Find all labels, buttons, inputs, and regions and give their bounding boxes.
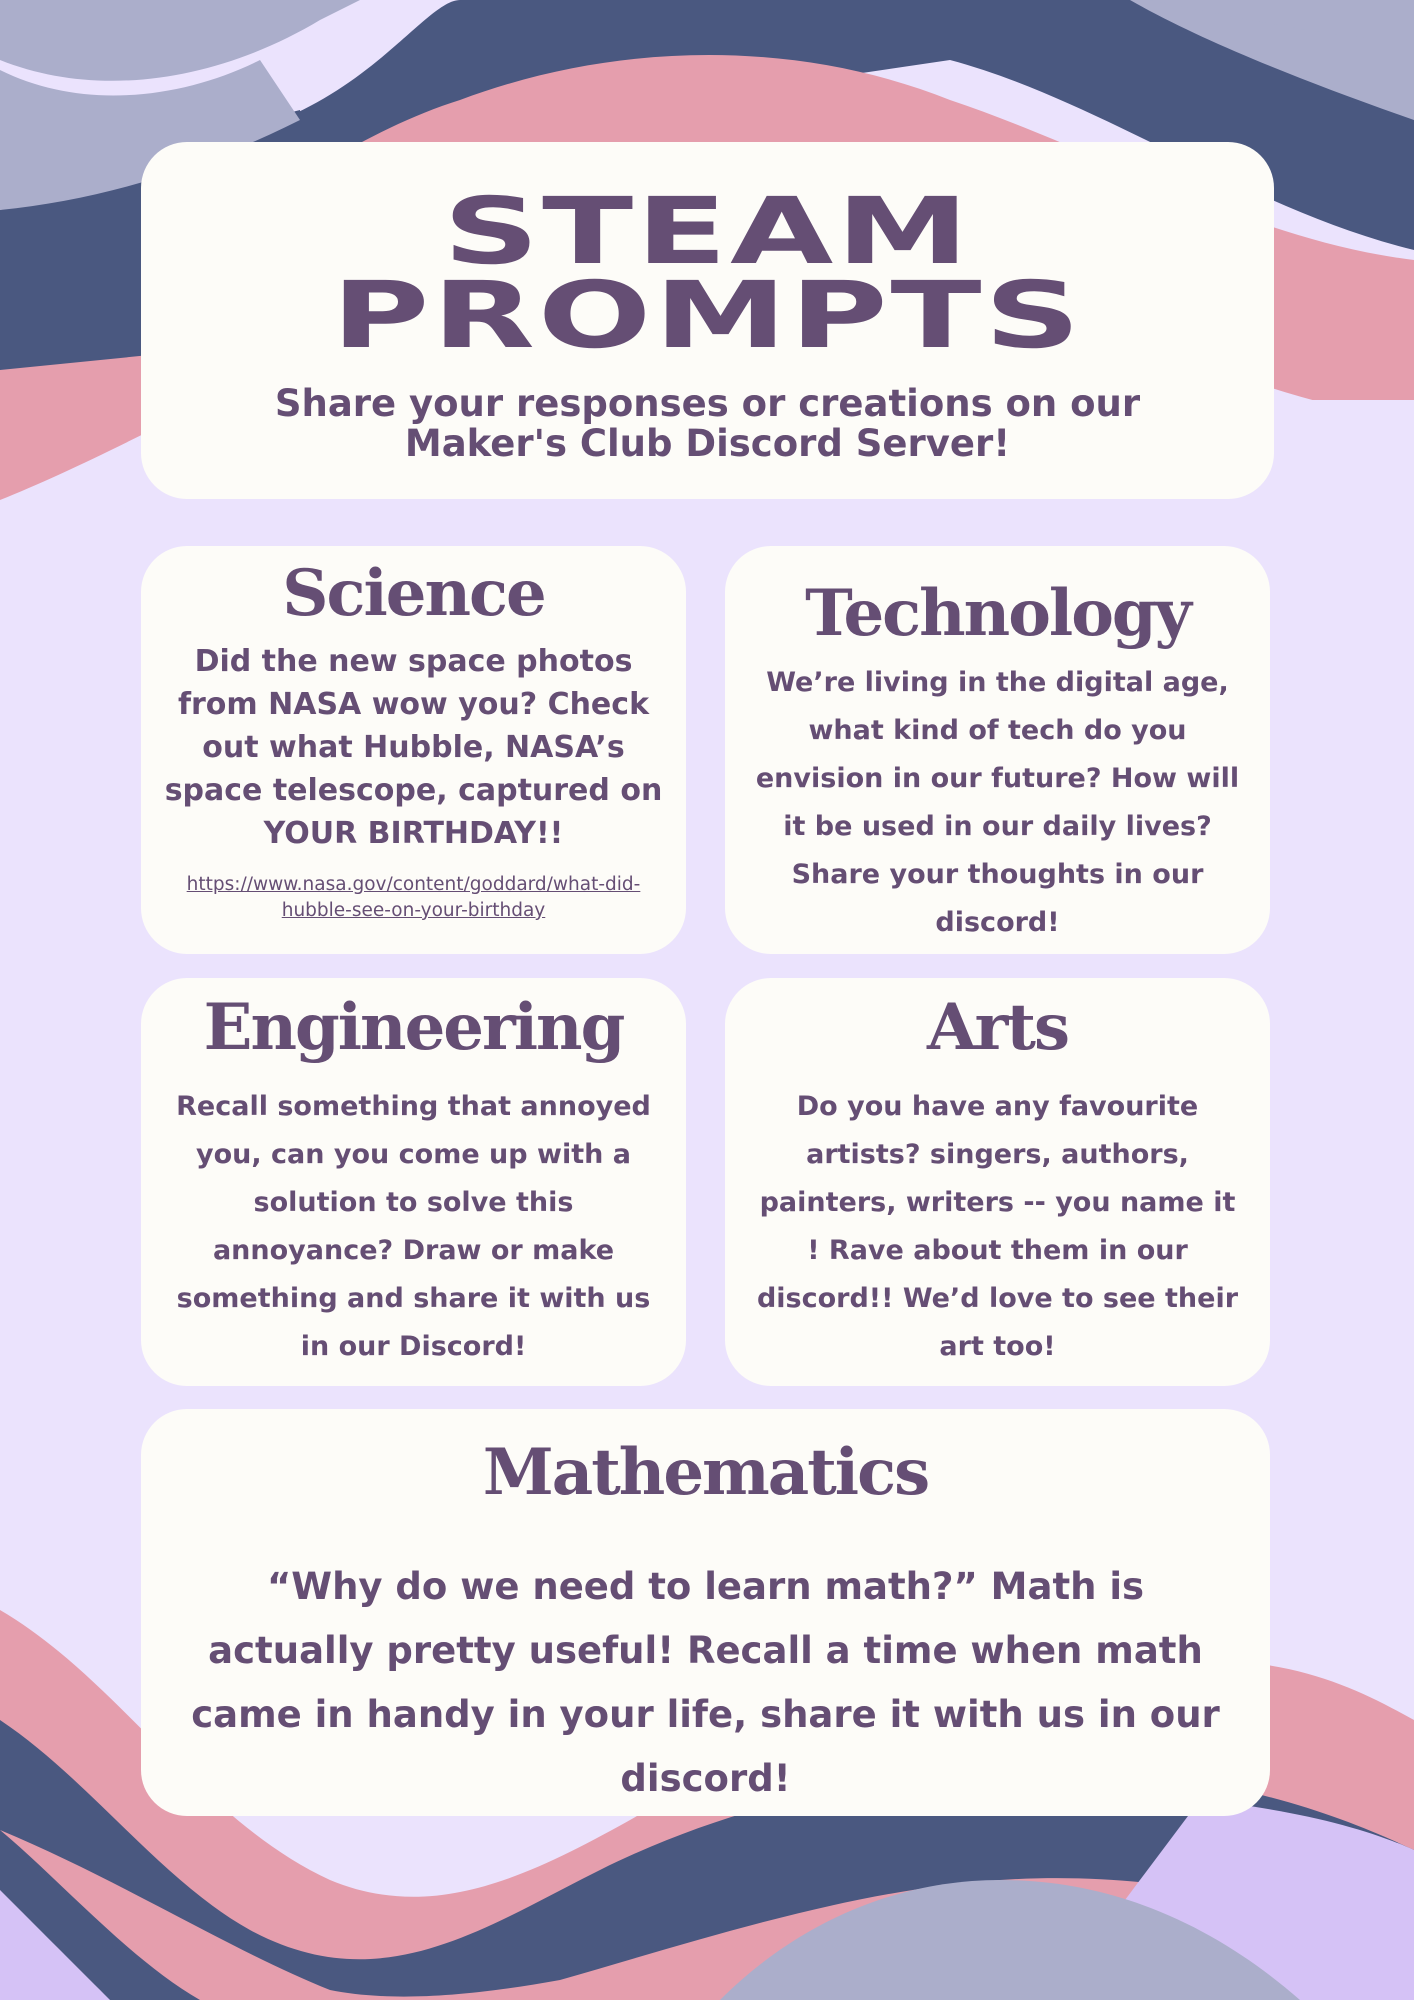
technology-card [725, 546, 1270, 954]
technology-body: We’re living in the digital age, what kind of tech do you envision in our future? How will it be used in our daily lives? Share your thoughts in our discord! [755, 667, 1240, 938]
science-heading: Science [282, 556, 545, 631]
mathematics-heading: Mathematics [482, 1435, 929, 1510]
engineering-card [141, 978, 686, 1386]
technology-heading: Technology [805, 576, 1190, 651]
arts-body: Do you have any favourite artists? singers, authors, painters, writers -- you name it ! Rave about them in our discord!! We’d love to see their art too! [756, 1091, 1239, 1362]
science-body: Did the new space photos from NASA wow you? Check out what Hubble, NASA’s space telescope, captured on YOUR BIRTHDAY!! [164, 644, 663, 851]
page-title [0, 178, 1414, 369]
mathematics-body: “Why do we need to learn math?” Math is actually pretty useful! Recall a time when math came in handy in your life, share it with us in our discord! [191, 1565, 1220, 1800]
arts-card [725, 978, 1270, 1386]
science-card [141, 546, 686, 954]
page-subtitle: Share your responses or creations on our Maker's Club Discord Server! [274, 382, 1141, 465]
header-card [141, 142, 1274, 499]
engineering-body: Recall something that annoyed you, can you come up with a solution to solve this annoyance? Draw or make something and share it with us in our Discord! [176, 1091, 651, 1362]
mathematics-card [141, 1409, 1270, 1816]
title-line-1: STEAM [443, 178, 972, 285]
nasa-birthday-link[interactable]: https://www.nasa.gov/content/goddard/what-did-hubble-see-on-your-birthday [186, 874, 641, 921]
title-line-2: PROMPTS [331, 262, 1084, 369]
arts-heading: Arts [927, 990, 1068, 1065]
engineering-heading: Engineering [203, 990, 624, 1065]
